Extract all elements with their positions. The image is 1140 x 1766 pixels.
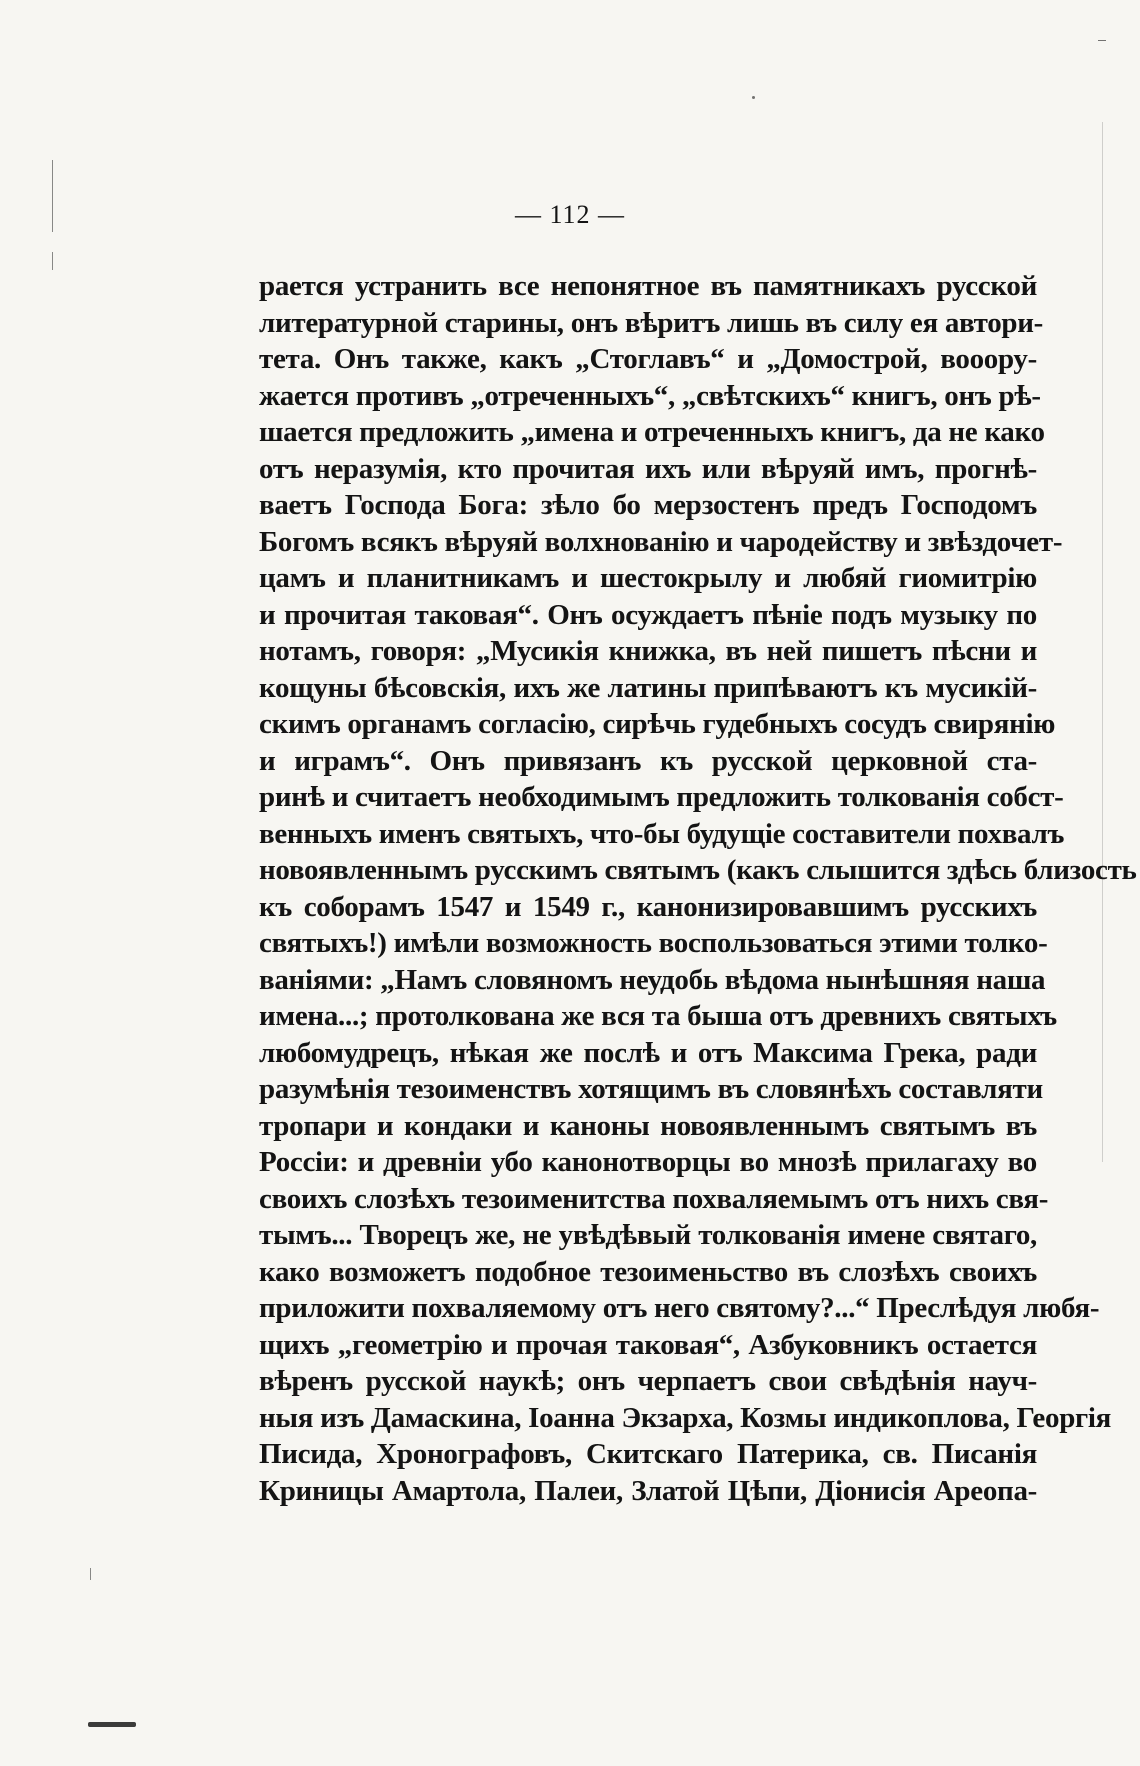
body-text [259, 268, 1137, 1509]
scan-smudge [88, 1722, 136, 1727]
text-line: литературной старины, онъ вѣритъ лишь въ силу ея автори- [259, 306, 1044, 339]
text-line: тымъ... Творецъ же, не увѣдѣвый толкованія имене святаго, [259, 1219, 1037, 1251]
scan-speck [752, 96, 755, 99]
text-line: отъ неразумія, кто прочитая ихъ или вѣруяй имъ, прогнѣ- [259, 452, 1037, 485]
text-line: цамъ и планитникамъ и шестокрылу и любяй гиомитрію [259, 562, 1037, 594]
text-line: приложити похваляемому отъ него святому?...“ Преслѣдуя любя- [259, 1292, 1100, 1324]
scan-speck [90, 1568, 91, 1580]
text-line: скимъ органамъ согласію, сирѣчь гудебныхъ сосудъ свирянію [259, 708, 1056, 740]
text-line: разумѣнія тезоименствъ хотящимъ въ словянѣхъ составляти [259, 1073, 1043, 1105]
scan-edge-mark [1102, 122, 1103, 1162]
text-line: тропари и кондаки и каноны новоявленнымъ святымъ въ [259, 1109, 1037, 1142]
scan-edge-mark [1098, 40, 1106, 41]
text-line: ваетъ Господа Бога: зѣло бо мерзостенъ предъ Господомъ [259, 489, 1037, 521]
scan-edge-mark [52, 252, 53, 270]
text-line: ваніями: „Намъ словяномъ неудобь вѣдома нынѣшняя наша [259, 963, 1046, 996]
text-line: и играмъ“. Онъ привязанъ къ русской церковной ста- [259, 744, 1037, 777]
text-line: венныхъ именъ святыхъ, что-бы будущіе составители похвалъ [259, 817, 1065, 850]
text-line: щихъ „геометрію и прочая таковая“, Азбуковникъ остается [259, 1328, 1037, 1361]
text-line: кощуны бѣсовскія, ихъ же латины припѣваютъ къ мусикій- [259, 671, 1037, 704]
text-line: Криницы Амартола, Палеи, Златой Цѣпи, Діонисія Ареопа- [259, 1474, 1037, 1507]
text-line: шается предложить „имена и отреченныхъ книгъ, да не како [259, 416, 1045, 448]
text-line: и прочитая таковая“. Онъ осуждаетъ пѣніе подъ музыку по [259, 598, 1037, 631]
text-line: имена...; протолкована же вся та быша отъ древнихъ святыхъ [259, 1000, 1057, 1032]
text-line: своихъ слозѣхъ тезоименитства похваляемымъ отъ нихъ свя- [259, 1182, 1049, 1215]
text-line: Богомъ всякъ вѣруяй волхнованію и чародейству и звѣздочет- [259, 525, 1063, 558]
text-line: како возможетъ подобное тезоименьство въ слозѣхъ своихъ [259, 1255, 1037, 1288]
text-line: новоявленнымъ русскимъ святымъ (какъ слышится здѣсь близость [259, 854, 1137, 886]
text-line: ныя изъ Дамаскина, Іоанна Экзарха, Козмы индикоплова, Георгія [259, 1401, 1112, 1434]
text-line: раетcя устранить все непонятное въ памятникахъ русской [259, 270, 1037, 302]
text-line: тета. Онъ также, какъ „Стоглавъ“ и „Домострой, вооору- [259, 343, 1037, 375]
text-line: вѣренъ русской наукѣ; онъ черпаетъ свои свѣдѣнія науч- [259, 1365, 1037, 1397]
text-line: святыхъ!) имѣли возможность воспользоваться этими толко- [259, 927, 1048, 959]
text-line: Россіи: и древніи убо канонотворцы во мнозѣ прилагаху во [259, 1146, 1037, 1178]
text-line: ринѣ и считаетъ необходимымъ предложить толкованія собст- [259, 781, 1064, 813]
text-line: любомудрецъ, нѣкая же послѣ и отъ Максима Грека, ради [259, 1036, 1037, 1069]
page-number: — 112 — [514, 200, 626, 229]
text-line: жается противъ „отреченныхъ“, „свѣтскихъ“ книгъ, онъ рѣ- [259, 379, 1041, 412]
text-line: къ соборамъ 1547 и 1549 г., канонизировавшимъ русскихъ [259, 890, 1037, 923]
text-line: Писида, Хронографовъ, Скитскаго Патерика, св. Писанія [259, 1438, 1037, 1470]
text-line: нотамъ, говоря: „Мусикія книжка, въ ней пишетъ пѣсни и [259, 635, 1037, 667]
